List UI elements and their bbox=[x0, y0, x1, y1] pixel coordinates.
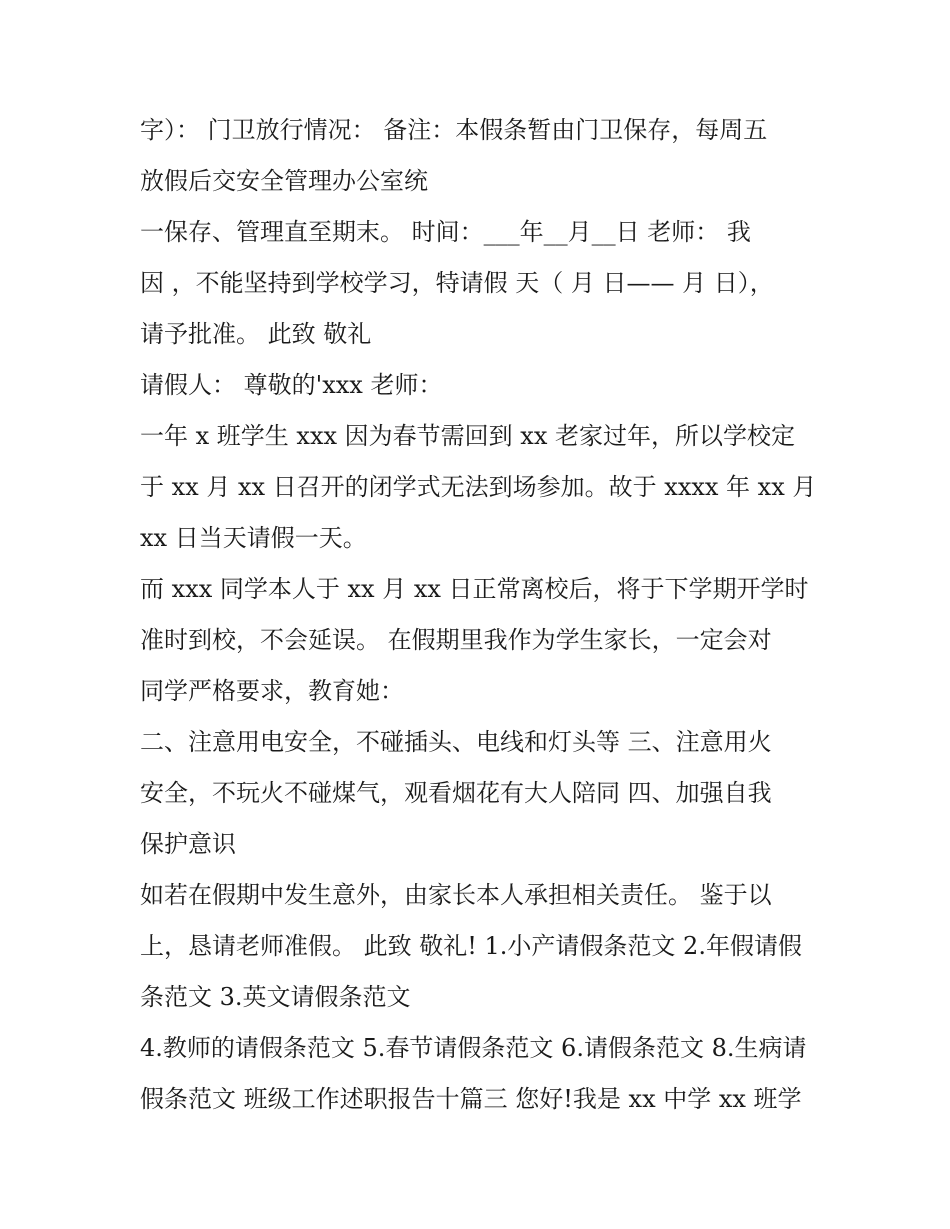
text-line-9: xx 日当天请假一天。 bbox=[140, 524, 367, 552]
text-line-5: 请予批准。 此致 敬礼 bbox=[140, 320, 372, 348]
text-line-12: 同学严格要求，教育她： bbox=[140, 677, 404, 705]
text-line-7: 一年 x 班学生 xxx 因为春节需回到 xx 老家过年，所以学校定 bbox=[140, 422, 795, 450]
document-body bbox=[140, 105, 820, 1125]
text-line-1: 字）： 门卫放行情况： 备注：本假条暂由门卫保存，每周五 bbox=[140, 116, 768, 144]
text-line-3: 一保存、管理直至期末。 时间：___年__月__日 老师： 我 bbox=[140, 218, 751, 246]
text-line-10: 而 xxx 同学本人于 xx 月 xx 日正常离校后，将于下学期开学时 bbox=[140, 575, 809, 603]
text-line-14: 安全，不玩火不碰煤气，观看烟花有大人陪同 四、加强自我 bbox=[140, 779, 772, 807]
text-line-13: 二、注意用电安全，不碰插头、电线和灯头等 三、注意用火 bbox=[140, 728, 772, 756]
text-line-16: 如若在假期中发生意外，由家长本人承担相关责任。 鉴于以 bbox=[140, 881, 772, 909]
text-line-2: 放假后交安全管理办公室统 bbox=[140, 167, 428, 195]
text-line-8: 于 xx 月 xx 日召开的闭学式无法到场参加。故于 xxxx 年 xx 月 bbox=[140, 473, 817, 501]
text-line-17: 上，恳请老师准假。 此致 敬礼! 1.小产请假条范文 2.年假请假 bbox=[140, 932, 802, 960]
text-line-15: 保护意识 bbox=[140, 830, 236, 858]
text-line-6: 请假人： 尊敬的'xxx 老师： bbox=[140, 371, 443, 399]
text-line-18: 条范文 3.英文请假条范文 bbox=[140, 983, 411, 1011]
text-line-19: 4.教师的请假条范文 5.春节请假条范文 6.请假条范文 8.生病请 bbox=[140, 1034, 807, 1062]
text-line-11: 准时到校，不会延误。 在假期里我作为学生家长，一定会对 bbox=[140, 626, 772, 654]
text-line-20: 假条范文 班级工作述职报告十篇三 您好!我是 xx 中学 xx 班学 bbox=[140, 1085, 802, 1113]
text-line-4: 因 ，不能坚持到学校学习，特请假 天（ 月 日—— 月 日）， bbox=[140, 269, 774, 297]
